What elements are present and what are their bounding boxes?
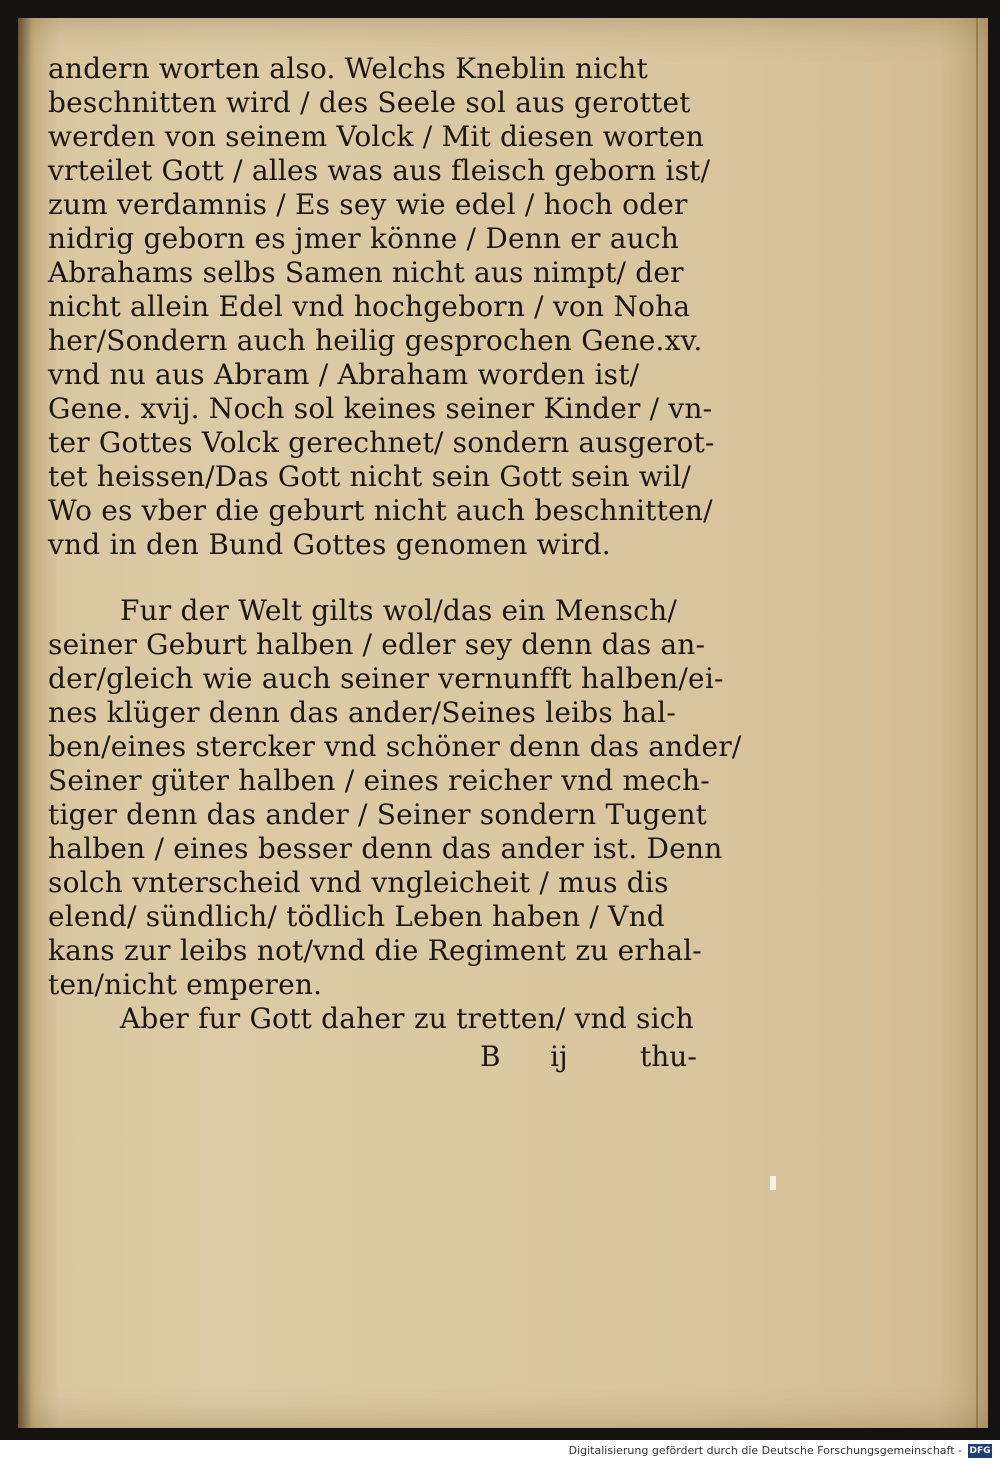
paragraph-3 (48, 1002, 728, 1036)
text-line: solch vnterscheid vnd vngleicheit / mus dis (48, 866, 669, 899)
text-line: beschnitten wird / des Seele sol aus gerottet (48, 86, 691, 119)
text-line: Seiner güter halben / eines reicher vnd mech- (48, 764, 710, 797)
catchline (480, 1040, 740, 1074)
signature-mark: B (480, 1040, 501, 1073)
signature-number: ij (550, 1040, 568, 1073)
text-line: ter Gottes Volck gerechnet/ sondern ausgerot- (48, 426, 715, 459)
text-line: ben/eines stercker vnd schöner denn das ander/ (48, 730, 742, 763)
text-line: halben / eines besser denn das ander ist. Denn (48, 832, 723, 865)
gutter-shadow (18, 18, 32, 1428)
text-line: seiner Geburt halben / edler sey denn das an- (48, 628, 706, 661)
text-line: elend/ sündlich/ tödlich Leben haben / Vnd (48, 900, 665, 933)
paragraph-1 (48, 52, 728, 562)
text-line: vrteilet Gott / alles was aus fleisch geborn ist/ (48, 154, 711, 187)
text-line: Gene. xvij. Noch sol keines seiner Kinder / vn- (48, 392, 713, 425)
paragraph-gap (48, 562, 728, 594)
text-line: tiger denn das ander / Seiner sondern Tugent (48, 798, 708, 831)
text-line: ten/nicht emperen. (48, 968, 323, 1001)
paper-blemish (770, 1176, 776, 1190)
text-line: vnd in den Bund Gottes genomen wird. (48, 528, 611, 561)
text-line: zum verdamnis / Es sey wie edel / hoch oder (48, 188, 688, 221)
text-line: Wo es vber die geburt nicht auch beschnitten/ (48, 494, 713, 527)
text-line: vnd nu aus Abram / Abraham worden ist/ (48, 358, 640, 391)
text-line: nicht allein Edel vnd hochgeborn / von Noha (48, 290, 691, 323)
text-line: her/Sondern auch heilig gesprochen Gene.xv. (48, 324, 703, 357)
paragraph-2 (48, 594, 742, 1002)
text-line: Abrahams selbs Samen nicht aus nimpt/ der (48, 256, 684, 289)
text-line: Fur der Welt gilts wol/das ein Mensch/ (120, 594, 678, 627)
text-line: tet heissen/Das Gott nicht sein Gott sein wil/ (48, 460, 692, 493)
catchword: thu- (640, 1040, 697, 1073)
text-line: der/gleich wie auch seiner vernunfft halben/ei- (48, 662, 724, 695)
text-line: Aber fur Gott daher zu tretten/ vnd sich (120, 1002, 694, 1035)
dfg-logo-icon: DFG (969, 1446, 991, 1456)
page-text (48, 52, 742, 1036)
footer-credit: Digitalisierung gefördert durch die Deutsche Forschungsgemeinschaft - (568, 1444, 962, 1457)
page-edge (976, 18, 978, 1428)
text-line: kans zur leibs not/vnd die Regiment zu erhal- (48, 934, 702, 967)
text-line: nes klüger denn das ander/Seines leibs hal- (48, 696, 676, 729)
text-line: andern worten also. Welchs Kneblin nicht (48, 52, 648, 85)
footer-bar (0, 1440, 1000, 1464)
text-line: werden von seinem Volck / Mit diesen worten (48, 120, 705, 153)
text-line: nidrig geborn es jmer könne / Denn er auch (48, 222, 679, 255)
